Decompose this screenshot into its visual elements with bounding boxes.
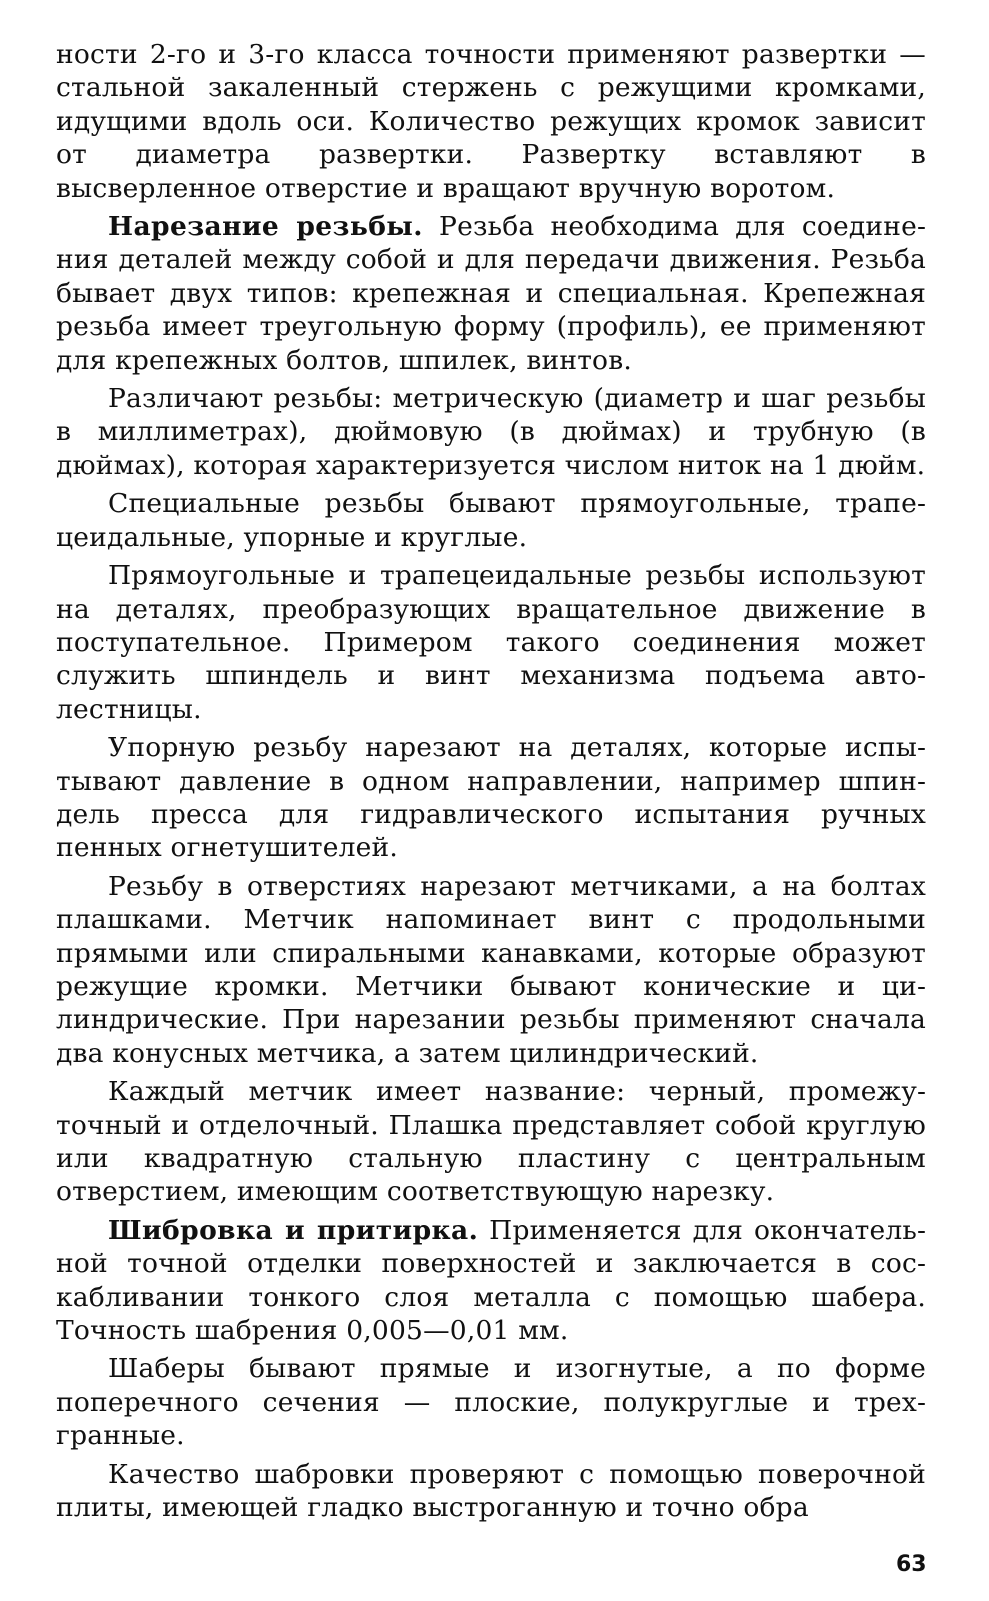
page-number: 63 bbox=[896, 1552, 927, 1577]
paragraph-text: Каждый метчик имеет название: черный, промежуточный и отделочный. Плашка представляет собой круглую или квадратную стальную пластину с центральным отверстием, имеющим соответствующую нарезку. bbox=[56, 1076, 926, 1208]
paragraph-text: ности 2-го и 3-го класса точности применяют развертки —стальной закаленный стержень с режущими кромками, идущими вдоль оси. Количество режущих кромок зависит от диаметра развертки. Развертку вставляют в высверленное отверстие и вращают вручную воротом. bbox=[56, 39, 926, 204]
paragraph-thread-cutting bbox=[56, 210, 926, 377]
paragraph-text: Резьбу в отверстиях нарезают метчиками, а на болтах плашками. Метчик напоминает винт с продольными прямыми или спиральными канавками, которые образуют режущие кромки. Метчики бывают конические и цилиндрические. При нарезании резьбы применяют сначала два конусных метчика, а затем цилиндрический. bbox=[56, 870, 926, 1069]
paragraph-tap-names bbox=[56, 1075, 926, 1209]
paragraph-text: Прямоугольные и трапецеидальные резьбы используют на деталях, преобразующих вращательное движение в поступательное. Примером такого соединения может служить шпиндель и винт механизма подъема автолестницы. bbox=[56, 560, 926, 725]
paragraph-rectangular-threads bbox=[56, 559, 926, 726]
paragraph-taps-and-dies bbox=[56, 870, 926, 1070]
paragraph-scraping-quality bbox=[56, 1458, 926, 1525]
paragraph-text: Резьба необходима для соединения деталей между собой и для передачи движения. Резьба бывает двух типов: крепежная и специальная. Крепежная резьба имеет треугольную форму (профиль), ее применяют для крепежных болтов, шпилек, винтов. bbox=[56, 211, 926, 376]
paragraph-buttress-thread bbox=[56, 731, 926, 865]
section-heading: Нарезание резьбы. bbox=[108, 211, 423, 243]
paragraph-text: Различают резьбы: метрическую (диаметр и шаг резьбы в миллиметрах), дюймовую (в дюймах) и трубную (в дюймах), которая характеризуется числом ниток на 1 дюйм. bbox=[56, 383, 926, 481]
paragraph-text: Применяется для окончательной точной отделки поверхностей и заключается в соскабливании тонкого слоя металла с помощью шабера. Точность шабрения 0,005—0,01 мм. bbox=[56, 1214, 926, 1347]
paragraph-reamer-end bbox=[56, 38, 926, 205]
paragraph-scraping bbox=[56, 1214, 926, 1348]
paragraph-thread-types bbox=[56, 382, 926, 482]
paragraph-text: Шаберы бывают прямые и изогнутые, а по форме поперечного сечения — плоские, полукруглые и трехгранные. bbox=[56, 1353, 926, 1452]
page-body bbox=[56, 38, 926, 1529]
paragraph-text: Качество шабровки проверяют с помощью поверочной плиты, имеющей гладко выстроганную и точно обра bbox=[56, 1458, 926, 1524]
section-heading: Шибровка и притирка. bbox=[108, 1214, 479, 1246]
paragraph-special-threads bbox=[56, 487, 926, 554]
paragraph-text: Специальные резьбы бывают прямоугольные, трапецеидальные, упорные и круглые. bbox=[56, 488, 926, 553]
paragraph-scraper-types bbox=[56, 1352, 926, 1452]
paragraph-text: Упорную резьбу нарезают на деталях, которые испытывают давление в одном направлении, например шпиндель пресса для гидравлического испытания ручных пенных огнетушителей. bbox=[56, 732, 926, 864]
